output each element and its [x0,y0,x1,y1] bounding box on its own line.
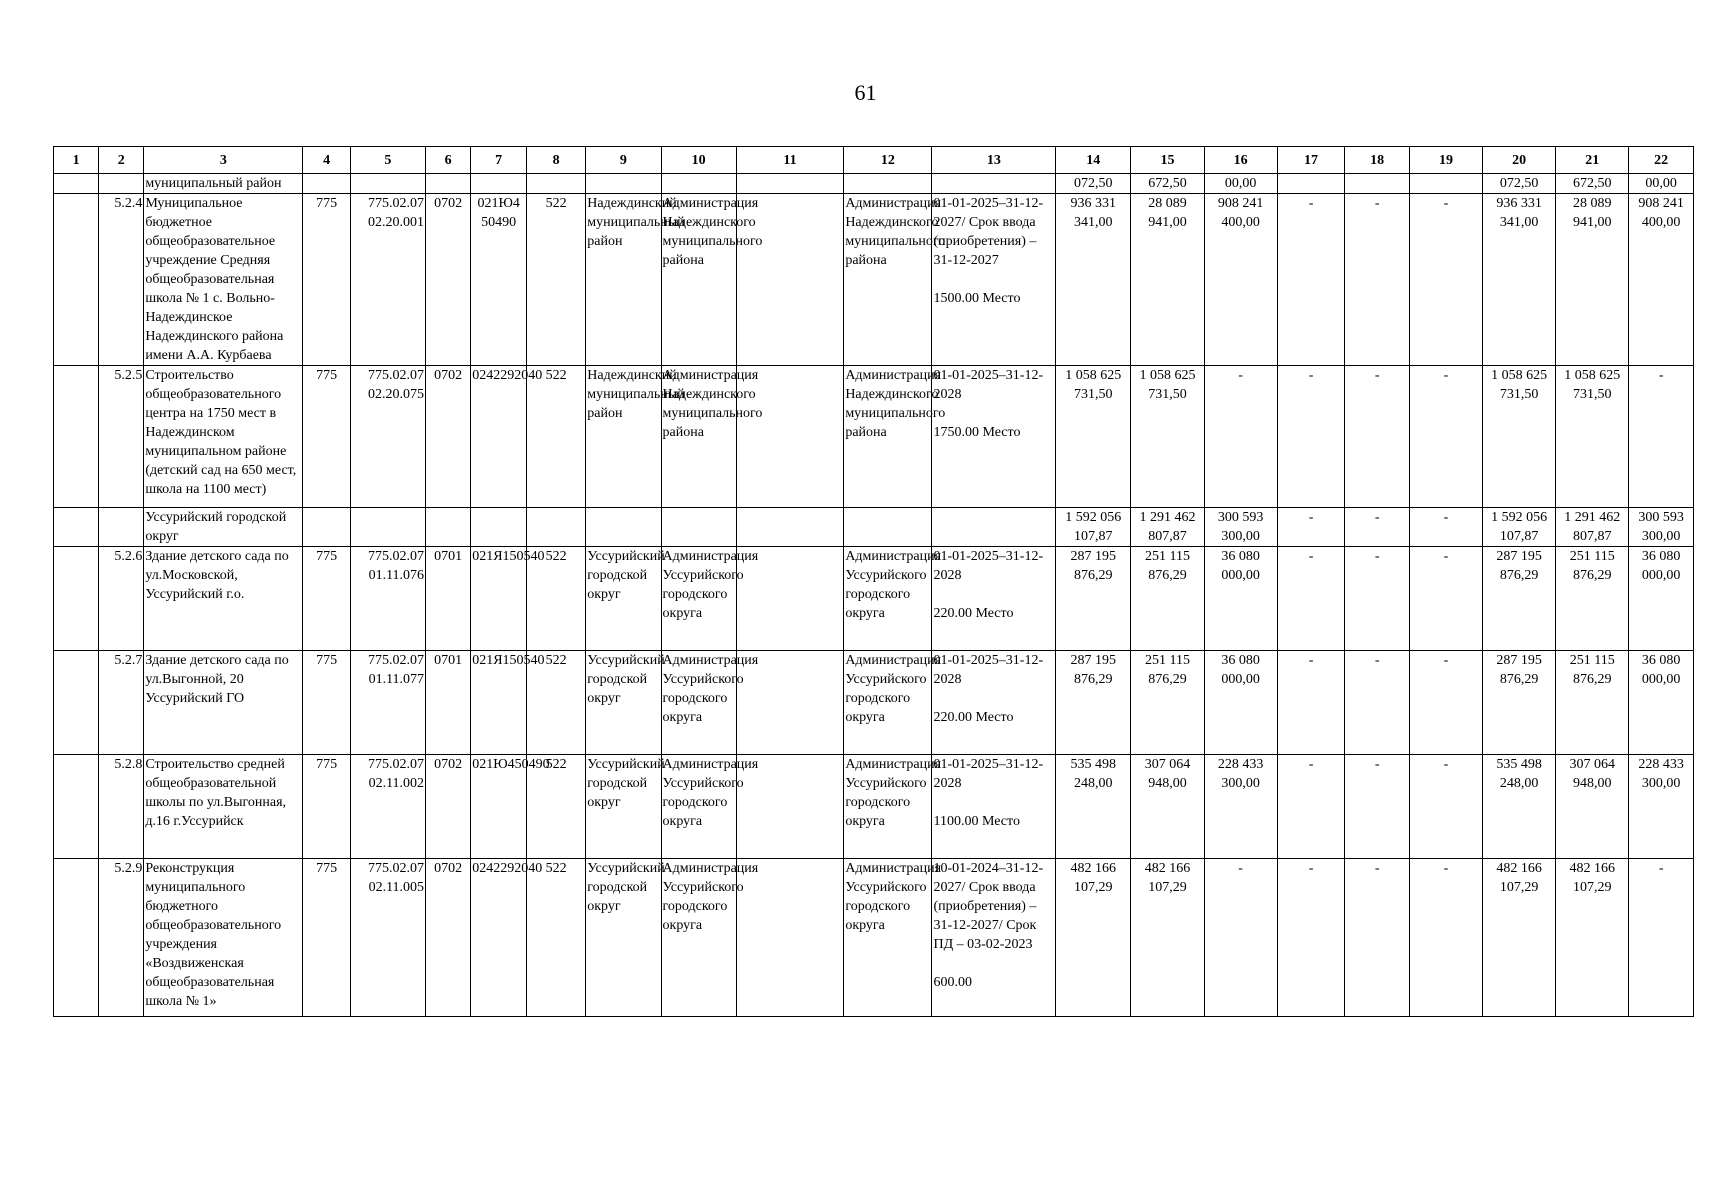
cell-col-7: 0242292040 [471,859,527,1017]
cell-col-1 [54,755,99,859]
column-header-7: 7 [471,147,527,174]
cell-col-21: 28 089 941,00 [1556,194,1629,366]
column-header-21: 21 [1556,147,1629,174]
column-header-19: 19 [1409,147,1482,174]
cell-col-16: 228 433 300,00 [1204,755,1277,859]
cell-col-18: - [1345,194,1410,366]
cell-col-17: - [1277,547,1345,651]
cell-col-15: 307 064 948,00 [1131,755,1204,859]
cell-col-12: Администрация Уссурийского городского округа [844,755,932,859]
cell-col-2 [99,508,144,547]
cell-col-9: Уссурийский городской округ [586,755,661,859]
cell-col-22: 36 080 000,00 [1629,547,1694,651]
cell-col-14: 1 592 056 107,87 [1056,508,1131,547]
cell-col-10: Администрация Надеждинского муниципального района [661,194,736,366]
column-header-20: 20 [1483,147,1556,174]
cell-col-1 [54,859,99,1017]
cell-col-20: 1 058 625 731,50 [1483,366,1556,508]
cell-col-8: 522 [527,755,586,859]
cell-col-16: - [1204,859,1277,1017]
cell-col-20: 072,50 [1483,174,1556,194]
cell-col-4: 775 [303,651,350,755]
cell-col-1 [54,508,99,547]
cell-col-12 [844,174,932,194]
cell-col-22: 36 080 000,00 [1629,651,1694,755]
cell-col-14: 287 195 876,29 [1056,651,1131,755]
cell-col-8 [527,508,586,547]
cell-col-5: 775.02.07 02.20.001 [350,194,425,366]
cell-col-10 [661,174,736,194]
cell-col-16: 300 593 300,00 [1204,508,1277,547]
cell-col-18 [1345,174,1410,194]
cell-col-10 [661,508,736,547]
cell-col-4: 775 [303,547,350,651]
cell-col-5: 775.02.07 02.11.005 [350,859,425,1017]
table-row [54,859,1694,1017]
cell-col-17: - [1277,651,1345,755]
cell-col-4: 775 [303,755,350,859]
cell-col-12: Администрация Уссурийского городского округа [844,547,932,651]
cell-col-9 [586,174,661,194]
cell-col-1 [54,194,99,366]
cell-col-21: 307 064 948,00 [1556,755,1629,859]
cell-col-15: 482 166 107,29 [1131,859,1204,1017]
cell-col-13: 01-01-2025–31-12-2028 220.00 Место [932,547,1056,651]
column-header-11: 11 [736,147,844,174]
cell-col-7: 0242292040 [471,366,527,508]
column-header-16: 16 [1204,147,1277,174]
cell-col-2: 5.2.5 [99,366,144,508]
cell-col-14: 482 166 107,29 [1056,859,1131,1017]
cell-col-7: 021Ю450490 [471,755,527,859]
cell-col-19: - [1409,547,1482,651]
cell-col-21: 1 058 625 731,50 [1556,366,1629,508]
cell-col-15: 251 115 876,29 [1131,651,1204,755]
cell-col-13: 01-01-2025–31-12-2027/ Срок ввода (приобретения) – 31-12-2027 1500.00 Место [932,194,1056,366]
cell-col-18: - [1345,859,1410,1017]
cell-col-2: 5.2.7 [99,651,144,755]
cell-col-2: 5.2.8 [99,755,144,859]
cell-col-21: 251 115 876,29 [1556,651,1629,755]
column-header-4: 4 [303,147,350,174]
column-header-9: 9 [586,147,661,174]
cell-col-8: 522 [527,859,586,1017]
cell-col-2: 5.2.9 [99,859,144,1017]
page-number: 61 [854,80,877,105]
cell-col-2: 5.2.4 [99,194,144,366]
cell-col-10: Администрация Уссурийского городского округа [661,859,736,1017]
cell-col-20: 482 166 107,29 [1483,859,1556,1017]
cell-col-8 [527,174,586,194]
cell-col-8: 522 [527,651,586,755]
header-row [54,147,1694,174]
cell-col-13: 01-01-2025–31-12-2028 1100.00 Место [932,755,1056,859]
cell-col-15: 251 115 876,29 [1131,547,1204,651]
cell-col-3: Здание детского сада по ул.Выгонной, 20 Уссурийский ГО [144,651,303,755]
cell-col-15: 1 058 625 731,50 [1131,366,1204,508]
cell-col-9: Надеждинский муниципальный район [586,194,661,366]
column-header-1: 1 [54,147,99,174]
cell-col-17: - [1277,366,1345,508]
cell-col-3: муниципальный район [144,174,303,194]
cell-col-22: - [1629,859,1694,1017]
column-header-18: 18 [1345,147,1410,174]
cell-col-9: Уссурийский городской округ [586,651,661,755]
cell-col-5: 775.02.07 01.11.077 [350,651,425,755]
cell-col-18: - [1345,366,1410,508]
cell-col-12: Администрация Уссурийского городского округа [844,651,932,755]
cell-col-21: 482 166 107,29 [1556,859,1629,1017]
table-row [54,366,1694,508]
column-header-6: 6 [426,147,471,174]
table-row [54,547,1694,651]
column-header-22: 22 [1629,147,1694,174]
column-header-5: 5 [350,147,425,174]
cell-col-19: - [1409,755,1482,859]
cell-col-5: 775.02.07 02.20.075 [350,366,425,508]
cell-col-19 [1409,174,1482,194]
cell-col-7 [471,508,527,547]
cell-col-8: 522 [527,366,586,508]
cell-col-3: Муниципальное бюджетное общеобразовательное учреждение Средняя общеобразовательная школа № 1 с. Вольно-Надеждинское Надеждинского района имени А.А. Курбаева [144,194,303,366]
cell-col-3: Здание детского сада по ул.Московской, Уссурийский г.о. [144,547,303,651]
cell-col-22: 908 241 400,00 [1629,194,1694,366]
cell-col-19: - [1409,366,1482,508]
cell-col-17: - [1277,194,1345,366]
cell-col-10: Администрация Уссурийского городского округа [661,755,736,859]
column-header-3: 3 [144,147,303,174]
cell-col-9 [586,508,661,547]
cell-col-6: 0701 [426,651,471,755]
cell-col-4: 775 [303,366,350,508]
cell-col-18: - [1345,755,1410,859]
cell-col-20: 936 331 341,00 [1483,194,1556,366]
cell-col-21: 1 291 462 807,87 [1556,508,1629,547]
cell-col-12 [844,508,932,547]
cell-col-13 [932,508,1056,547]
table-row [54,651,1694,755]
cell-col-5: 775.02.07 02.11.002 [350,755,425,859]
cell-col-4: 775 [303,194,350,366]
cell-col-16: 00,00 [1204,174,1277,194]
cell-col-22: 00,00 [1629,174,1694,194]
cell-col-1 [54,174,99,194]
table-row [54,755,1694,859]
cell-col-6: 0702 [426,366,471,508]
column-header-14: 14 [1056,147,1131,174]
cell-col-19: - [1409,651,1482,755]
cell-col-16: 908 241 400,00 [1204,194,1277,366]
cell-col-21: 251 115 876,29 [1556,547,1629,651]
cell-col-2 [99,174,144,194]
cell-col-20: 287 195 876,29 [1483,651,1556,755]
cell-col-16: - [1204,366,1277,508]
table-row [54,174,1694,194]
cell-col-13: 01-01-2025–31-12-2028 1750.00 Место [932,366,1056,508]
cell-col-8: 522 [527,547,586,651]
cell-col-10: Администрация Уссурийского городского округа [661,651,736,755]
cell-col-9: Надеждинский муниципальный район [586,366,661,508]
cell-col-14: 936 331 341,00 [1056,194,1131,366]
cell-col-1 [54,651,99,755]
cell-col-15: 1 291 462 807,87 [1131,508,1204,547]
cell-col-8: 522 [527,194,586,366]
cell-col-5: 775.02.07 01.11.076 [350,547,425,651]
cell-col-10: Администрация Уссурийского городского округа [661,547,736,651]
cell-col-1 [54,547,99,651]
cell-col-9: Уссурийский городской округ [586,859,661,1017]
cell-col-11 [736,508,844,547]
table-row [54,194,1694,366]
cell-col-20: 287 195 876,29 [1483,547,1556,651]
cell-col-20: 1 592 056 107,87 [1483,508,1556,547]
cell-col-15: 672,50 [1131,174,1204,194]
cell-col-19: - [1409,194,1482,366]
cell-col-6: 0702 [426,755,471,859]
cell-col-19: - [1409,859,1482,1017]
cell-col-2: 5.2.6 [99,547,144,651]
cell-col-3: Реконструкция муниципального бюджетного общеобразовательного учреждения «Воздвиженская общеобразовательная школа № 1» [144,859,303,1017]
cell-col-7: 021Я150540 [471,651,527,755]
cell-col-14: 1 058 625 731,50 [1056,366,1131,508]
cell-col-14: 287 195 876,29 [1056,547,1131,651]
cell-col-4 [303,508,350,547]
cell-col-1 [54,366,99,508]
column-header-8: 8 [527,147,586,174]
cell-col-5 [350,508,425,547]
cell-col-6 [426,174,471,194]
cell-col-4 [303,174,350,194]
cell-col-16: 36 080 000,00 [1204,547,1277,651]
cell-col-12: Администрация Надеждинского муниципального района [844,366,932,508]
cell-col-22: - [1629,366,1694,508]
cell-col-14: 072,50 [1056,174,1131,194]
cell-col-5 [350,174,425,194]
cell-col-10: Администрация Надеждинского муниципального района [661,366,736,508]
cell-col-6: 0702 [426,859,471,1017]
cell-col-6: 0702 [426,194,471,366]
cell-col-21: 672,50 [1556,174,1629,194]
data-table [53,146,1694,1017]
cell-col-22: 228 433 300,00 [1629,755,1694,859]
column-header-17: 17 [1277,147,1345,174]
cell-col-6: 0701 [426,547,471,651]
cell-col-17: - [1277,859,1345,1017]
column-header-13: 13 [932,147,1056,174]
table-row [54,508,1694,547]
cell-col-17 [1277,174,1345,194]
cell-col-11 [736,859,844,1017]
cell-col-20: 535 498 248,00 [1483,755,1556,859]
cell-col-11 [736,174,844,194]
cell-col-17: - [1277,755,1345,859]
cell-col-7: 021Ю4 50490 [471,194,527,366]
cell-col-13: 10-01-2024–31-12-2027/ Срок ввода (приобретения) – 31-12-2027/ Срок ПД – 03-02-2023 600.00 [932,859,1056,1017]
cell-col-13 [932,174,1056,194]
cell-col-18: - [1345,508,1410,547]
cell-col-19: - [1409,508,1482,547]
cell-col-17: - [1277,508,1345,547]
cell-col-18: - [1345,547,1410,651]
cell-col-12: Администрация Надеждинского муниципального района [844,194,932,366]
cell-col-14: 535 498 248,00 [1056,755,1131,859]
column-header-12: 12 [844,147,932,174]
column-header-15: 15 [1131,147,1204,174]
cell-col-12: Администрация Уссурийского городского округа [844,859,932,1017]
column-header-2: 2 [99,147,144,174]
cell-col-6 [426,508,471,547]
cell-col-4: 775 [303,859,350,1017]
cell-col-16: 36 080 000,00 [1204,651,1277,755]
cell-col-9: Уссурийский городской округ [586,547,661,651]
cell-col-18: - [1345,651,1410,755]
cell-col-7 [471,174,527,194]
cell-col-7: 021Я150540 [471,547,527,651]
cell-col-15: 28 089 941,00 [1131,194,1204,366]
column-header-10: 10 [661,147,736,174]
cell-col-3: Уссурийский городской округ [144,508,303,547]
cell-col-3: Строительство средней общеобразовательной школы по ул.Выгонная, д.16 г.Уссурийск [144,755,303,859]
cell-col-22: 300 593 300,00 [1629,508,1694,547]
cell-col-13: 01-01-2025–31-12-2028 220.00 Место [932,651,1056,755]
cell-col-3: Строительство общеобразовательного центра на 1750 мест в Надеждинском муниципальном районе (детский сад на 650 мест, школа на 1100 мест) [144,366,303,508]
